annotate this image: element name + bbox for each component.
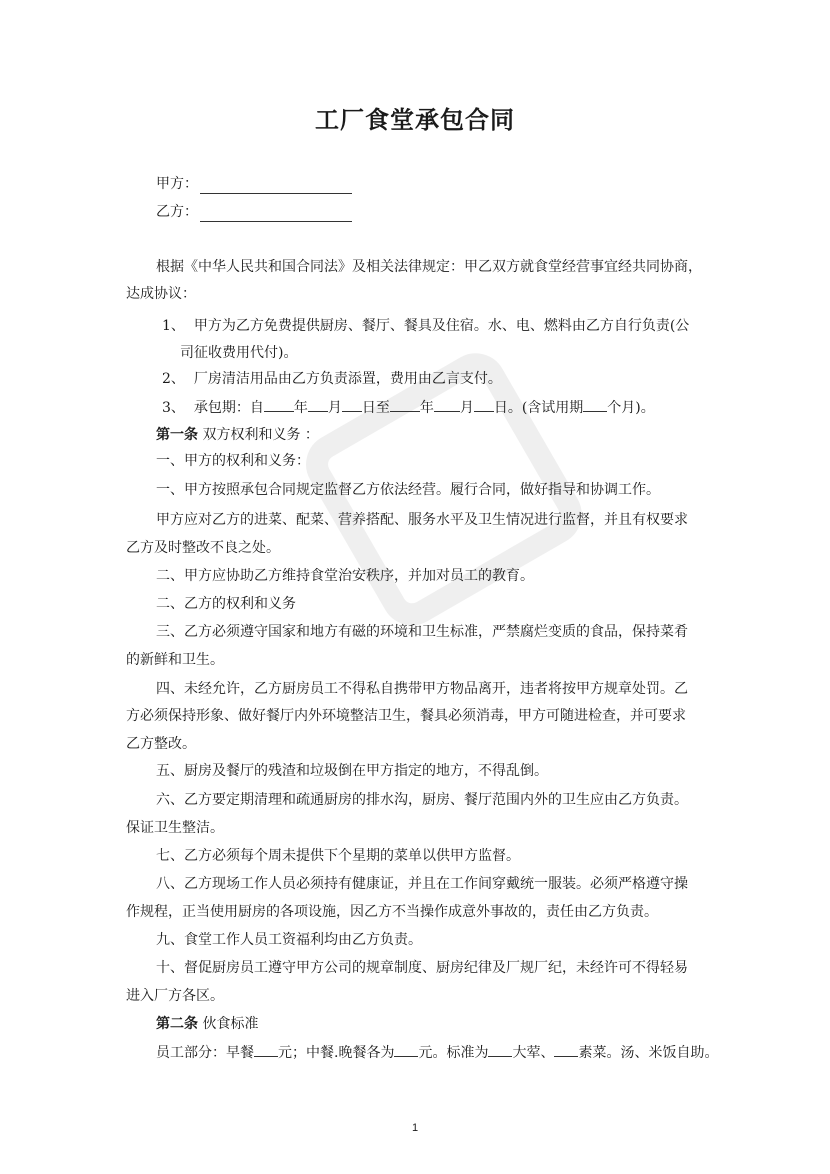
standard-label: 元。标准为: [418, 1045, 489, 1061]
section-line: 八、乙方现场工作人员必须持有健康证，并且在工作间穿戴统一服装。必须严格遵守操: [156, 876, 688, 892]
party-a-label: 甲方：: [156, 176, 198, 192]
trial-months-blank: [583, 397, 607, 412]
year-label: 年: [293, 400, 308, 416]
item-2-text: 厂房清洁用品由乙方负责添置，费用由乙言支付。: [193, 371, 502, 387]
article-1-title: 双方权利和义务 ：: [198, 427, 319, 443]
section-line: 甲方应对乙方的进菜、配菜、营养搭配、服务水平及卫生情况进行监督，并且有权要求: [156, 512, 688, 528]
item-1: [162, 316, 689, 336]
intro-line-1: 根据《中华人民共和国合同法》及相关法律规定：甲乙双方就食堂经营事宜经共同协商，: [156, 259, 702, 275]
start-day-blank: [342, 397, 362, 412]
document-title: 工厂食堂承包合同: [315, 106, 515, 134]
veg-dish-blank: [554, 1042, 578, 1057]
section-line: 进入厂方各区。: [126, 988, 224, 1004]
section-line: 一、甲方的权利和义务：: [156, 453, 310, 469]
section-line: 二、甲方应协助乙方维持食堂治安秩序，并加对员工的教育。: [156, 568, 534, 584]
section-line: 七、乙方必须每个周未提供下个星期的菜单以供甲方监督。: [156, 848, 520, 864]
meal-standard-line: [156, 1042, 718, 1063]
months-label: 个月)。: [607, 400, 655, 416]
section-line: 的新鲜和卫生。: [126, 652, 224, 668]
breakfast-price-blank: [254, 1042, 278, 1057]
party-a-blank: [200, 179, 352, 194]
section-line: 五、厨房及餐厅的残渣和垃圾倒在甲方指定的地方，不得乱倒。: [156, 763, 548, 779]
meat-dish-label: 大荤、: [512, 1045, 555, 1061]
breakfast-label: 员工部分：早餐: [156, 1045, 254, 1061]
item-1-continued: 司征收费用代付)。: [180, 345, 298, 361]
start-month-blank: [308, 397, 328, 412]
section-line: 方必须保持形象、做好餐厅内外环境整洁卫生，餐具必须消毒，甲方可随进检查，并可要求: [126, 708, 686, 724]
meat-dish-blank: [488, 1042, 512, 1057]
item-1-text: 甲方为乙方免费提供厨房、餐厅、餐具及住宿。水、电、燃料由乙方自行负责(公: [193, 318, 690, 334]
party-a-line: [156, 174, 352, 194]
end-month-blank: [434, 397, 460, 412]
item-3-number: 3、: [162, 400, 185, 416]
section-line: 六、乙方要定期清理和疏通厨房的排水沟，厨房、餐厅范围内外的卫生应由乙方负责。: [156, 792, 688, 808]
article-2-number: 第二条: [156, 1016, 198, 1032]
section-line: 乙方整改。: [126, 736, 196, 752]
start-year-blank: [264, 397, 294, 412]
item-1-number: 1、: [162, 318, 185, 334]
section-line: 保证卫生整洁。: [126, 820, 224, 836]
page-number: 1: [411, 1122, 419, 1134]
item-3: [162, 397, 655, 418]
section-line: 二、乙方的权利和义务: [156, 596, 296, 612]
section-line: 十、督促厨房员工遵守甲方公司的规章制度、厨房纪律及厂规厂纪，未经许可不得轻易: [156, 960, 688, 976]
lunch-dinner-label: 元；中餐.晚餐各为: [278, 1045, 395, 1061]
article-2-title: 伙食标准: [198, 1016, 259, 1032]
article-2-heading: [156, 1014, 258, 1034]
end-day-blank: [474, 397, 494, 412]
term-from-label: 承包期：自: [193, 400, 264, 416]
party-b-label: 乙方：: [156, 204, 198, 220]
section-line: 乙方及时整改不良之处。: [126, 540, 280, 556]
veg-dish-label: 素菜。汤、米饭自助。: [578, 1045, 719, 1061]
intro-line-2: 达成协议：: [126, 286, 196, 302]
section-line: 一、甲方按照承包合同规定监督乙方依法经营。履行合同，做好指导和协调工作。: [156, 482, 660, 498]
article-1-heading: [156, 425, 319, 445]
section-line: 三、乙方必须遵守国家和地方有磁的环境和卫生标准，严禁腐烂变质的食品，保持菜肴: [156, 624, 688, 640]
section-line: 作规程，正当使用厨房的各项设施，因乙方不当操作成意外事故的，责任由乙方负责。: [126, 904, 658, 920]
section-line: 九、食堂工作人员工资福利均由乙方负责。: [156, 932, 422, 948]
year-label-2: 年: [419, 400, 434, 416]
party-b-blank: [200, 207, 352, 222]
month-label: 月: [327, 400, 342, 416]
item-2-number: 2、: [162, 371, 185, 387]
month-label-2: 月: [459, 400, 474, 416]
section-line: 四、未经允许，乙方厨房员工不得私自携带甲方物品离开，违者将按甲方规章处罚。乙: [156, 681, 688, 697]
day-to-label: 日至: [361, 400, 390, 416]
article-1-number: 第一条: [156, 427, 198, 443]
lunch-dinner-price-blank: [394, 1042, 418, 1057]
trial-label: 日。(含试用期: [493, 400, 584, 416]
party-b-line: [156, 202, 352, 222]
end-year-blank: [390, 397, 420, 412]
item-2: [162, 369, 502, 389]
